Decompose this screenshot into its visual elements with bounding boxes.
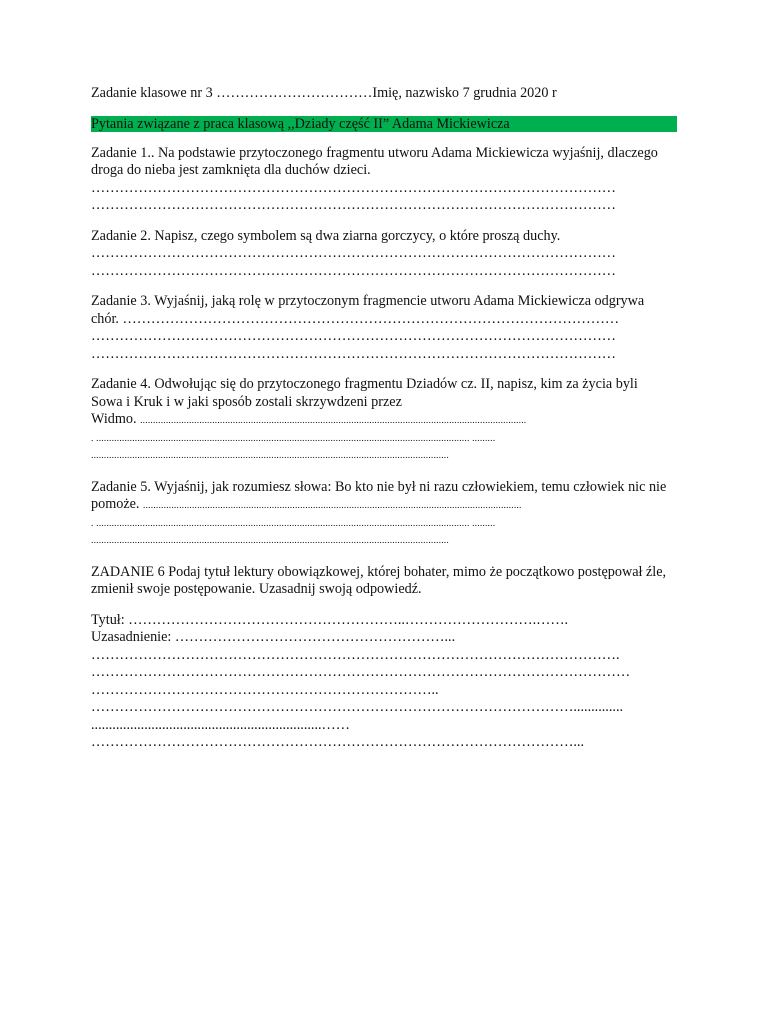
- task-6-question-line-1: ZADANIE 6 Podaj tytuł lektury obowiązkowej, której bohater, mimo że początkowo postępował źle,: [91, 563, 667, 580]
- task-2-question-line-1: Zadanie 2. Napisz, czego symbolem są dwa ziarna gorczycy, o które proszą duchy.: [91, 227, 561, 244]
- task-6: [91, 564, 677, 599]
- task-3-answer-line-2: …………………………………………………………………………………………………: [91, 345, 616, 362]
- task-4: [91, 376, 677, 466]
- task-1: [91, 145, 677, 215]
- task-6-answer-line-1: ………………………………………………………………………………………………….: [91, 646, 620, 663]
- task-3-question-end: chór.: [91, 310, 123, 327]
- task-5-question-line-2: [91, 496, 677, 516]
- task-4-question-end: Widmo.: [91, 411, 141, 427]
- task-1-question-line-1: Zadanie 1.. Na podstawie przytoczonego fragmentu utworu Adama Mickiewicza wyjaśnij, dlaczego: [91, 144, 658, 161]
- task-5-question-end: pomoże.: [91, 496, 144, 512]
- task-3-question-line-2: [91, 311, 677, 329]
- task-4-question-line-2: Sowa i Kruk i w jaki sposób zostali skrzywdzeni przez: [91, 393, 402, 410]
- task-3-inline-answer: ……………………………………………………………………………………………: [122, 310, 620, 327]
- task-1-answer-line-2: …………………………………………………………………………………………………: [91, 197, 616, 213]
- justification-blank-dots: …………………………………………………...: [174, 629, 456, 645]
- task-2-answer-line-2: …………………………………………………………………………………………………: [91, 262, 616, 279]
- task-6-answer-line-6: …………………………………………………………………………………………...: [91, 734, 585, 750]
- task-5: [91, 479, 677, 551]
- task-6-answer-line-5: .................................................................……: [91, 716, 350, 733]
- worksheet-header: [91, 85, 677, 103]
- title-blank-dots: …………………………………………………..……………………….…….: [128, 611, 569, 628]
- justification-answer-line: [91, 629, 677, 647]
- task-4-answer-line-1: . ................................................................................................................................................. .........: [91, 433, 496, 444]
- task-3-question-line-1: Zadanie 3. Wyjaśnij, jaką rolę w przytoczonym fragmencie utworu Adama Mickiewicza odgrywa: [91, 293, 645, 309]
- justification-label: Uzasadnienie:: [91, 629, 175, 645]
- title-answer-line: [91, 612, 677, 630]
- title-label: Tytuł:: [91, 611, 129, 628]
- task-5-question-line-1: Zadanie 5. Wyjaśnij, jak rozumiesz słowa: Bo kto nie był ni razu człowiekiem, temu człowiek nic nie: [91, 478, 667, 495]
- task-4-question-line-1: Zadanie 4. Odwołując się do przytoczonego fragmentu Dziadów cz. II, napisz, kim za życia byli: [91, 376, 638, 392]
- task-3-answer-line-1: …………………………………………………………………………………………………: [91, 328, 616, 344]
- task-1-answer-line-1: …………………………………………………………………………………………………: [91, 179, 616, 196]
- task-number-label: Zadanie klasowe nr 3: [91, 85, 217, 101]
- topic-banner: Pytania związane z praca klasową ,,Dziady część II” Adama Mickiewicza: [91, 116, 677, 132]
- task-4-inline-answer: ......................................................................................................................................................: [140, 416, 527, 426]
- name-blank-dots: ……………………………: [216, 85, 373, 101]
- task-3: [91, 293, 677, 363]
- worksheet-page: [91, 85, 677, 752]
- task-1-question-line-2: droga do nieba jest zamknięta dla duchów dzieci.: [91, 162, 371, 178]
- task-2-answer-line-1: …………………………………………………………………………………………………: [91, 245, 616, 261]
- task-6-answer-line-2: ……………………………………………………………………………………………………: [91, 664, 631, 680]
- task-4-answer-line-2: ...........................................................................................................................................: [91, 451, 449, 461]
- task-2: [91, 228, 677, 281]
- task-5-inline-answer: ...................................................................................................................................................: [143, 501, 522, 511]
- task-6-answer-line-4: …………………………………………………………………………………………..............: [91, 699, 624, 715]
- task-6-answer-block: [91, 612, 677, 752]
- task-4-question-line-3: [91, 411, 677, 431]
- task-6-answer-line-3: ………………………………………………………………..: [91, 681, 439, 698]
- task-6-question-line-2: zmienił swoje postępowanie. Uzasadnij swoją odpowiedź.: [91, 581, 422, 597]
- name-date-label: Imię, nazwisko 7 grudnia 2020 r: [372, 85, 557, 101]
- task-5-answer-line-1: . ................................................................................................................................................. .........: [91, 518, 496, 529]
- task-5-answer-line-2: ...........................................................................................................................................: [91, 536, 449, 546]
